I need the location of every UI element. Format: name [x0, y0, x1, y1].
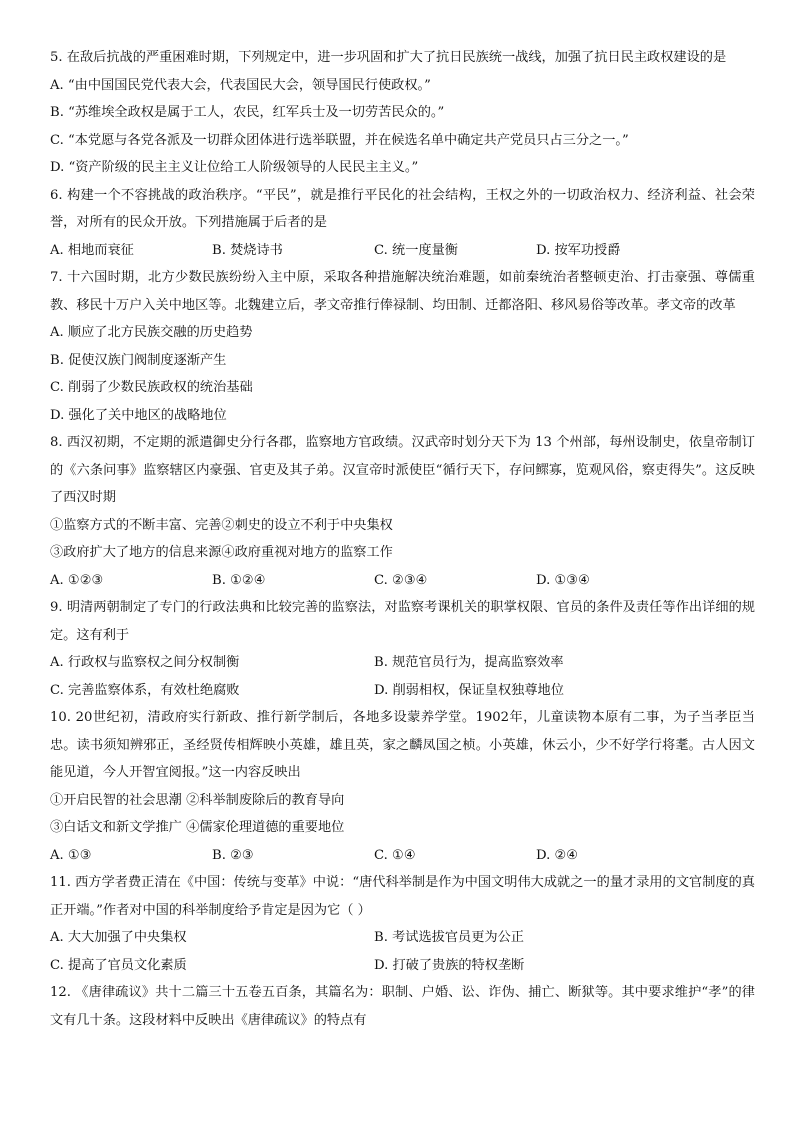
- question-5: [50, 44, 755, 182]
- option-d[interactable]: D. 削弱相权，保证皇权独尊地位: [374, 682, 564, 698]
- option-a[interactable]: A. 相地而衰征: [50, 242, 134, 258]
- options: [50, 649, 755, 704]
- option-a[interactable]: A. 顺应了北方民族交融的历史趋势: [50, 325, 253, 340]
- option-d[interactable]: D. ①③④: [536, 572, 590, 588]
- option-b[interactable]: B. “苏维埃全政权是属于工人，农民，红军兵士及一切劳苦民众的。”: [50, 105, 445, 120]
- option-d[interactable]: D. 按军功授爵: [536, 242, 621, 258]
- option-a[interactable]: A. 大大加强了中央集权: [50, 930, 187, 945]
- question-stem: 5. 在敌后抗战的严重困难时期，下列规定中，进一步巩固和扩大了抗日民族统一战线，加强了抗日民主政权建设的是: [50, 50, 727, 65]
- option-b[interactable]: B. 考试选拔官员更为公正: [374, 930, 524, 945]
- option-c[interactable]: C. 统一度量衡: [374, 242, 458, 258]
- statement-line: ③白话文和新文学推广 ④儒家伦理道德的重要地位: [50, 820, 345, 835]
- question-12: [50, 979, 755, 1034]
- options: [50, 237, 755, 265]
- option-a[interactable]: A. 行政权与监察权之间分权制衡: [50, 655, 240, 670]
- option-d[interactable]: D. “资产阶级的民主主义让位给工人阶级领导的人民民主主义。”: [50, 160, 419, 175]
- question-7: [50, 264, 755, 429]
- question-9: [50, 594, 755, 704]
- statement-line: ①监察方式的不断丰富、完善②刺史的设立不利于中央集权: [50, 517, 393, 533]
- option-c[interactable]: C. ②③④: [374, 572, 428, 588]
- option-c[interactable]: C. 削弱了少数民族政权的统治基础: [50, 380, 253, 395]
- option-a[interactable]: A. ①②③: [50, 572, 104, 588]
- options: [50, 842, 755, 870]
- option-b[interactable]: B. 焚烧诗书: [212, 242, 283, 258]
- question-11: [50, 869, 755, 979]
- options: [50, 319, 755, 429]
- question-stem: 12. 《唐律疏议》共十二篇三十五卷五百条，其篇名为：职制、户婚、讼、诈伪、捕亡、断狱等。其中要求维护“孝”的律文有几十条。这段材料中反映出《唐律疏议》的特点有: [50, 985, 755, 1028]
- option-a[interactable]: A. ①③: [50, 847, 92, 863]
- exam-page: [50, 44, 755, 1034]
- option-d[interactable]: D. 打破了贵族的特权垄断: [374, 957, 525, 973]
- options: [50, 567, 755, 595]
- option-b[interactable]: B. ①②④: [212, 572, 266, 588]
- option-b[interactable]: B. 规范官员行为，提高监察效率: [374, 655, 564, 670]
- statement-line: ①开启民智的社会思潮 ②科举制废除后的教育导向: [50, 792, 345, 808]
- question-10: [50, 704, 755, 869]
- option-b[interactable]: B. 促使汉族门阀制度逐渐产生: [50, 352, 227, 368]
- options: [50, 924, 755, 979]
- statement-line: ③政府扩大了地方的信息来源④政府重视对地方的监察工作: [50, 545, 393, 560]
- question-stem: 10. 20世纪初，清政府实行新政、推行新学制后，各地多设蒙养学堂。1902年，儿童读物本原有二事，为子当孝臣当忠。读书须知辨邪正，圣经贤传相辉映小英雄，雄且英，家之麟凤国之桢。小英雄，休云小，少不好学行将耄。古人因文能见道，今人开智宜阅报。”这一内容反映出: [50, 710, 755, 780]
- question-stem: 6. 构建一个不容挑战的政治秩序。“平民”，就是推行平民化的社会结构，王权之外的一切政治权力、经济利益、社会荣誉，对所有的民众开放。下列措施属于后者的是: [50, 187, 755, 230]
- question-stem: 7. 十六国时期，北方少数民族纷纷入主中原，采取各种措施解决统治难题，如前秦统治者整顿吏治、打击豪强、尊儒重教、移民十万户入关中地区等。北魏建立后，孝文帝推行俸禄制、均田制、迁都洛阳、移风易俗等改革。孝文帝的改革: [50, 270, 755, 313]
- option-a[interactable]: A. “由中国国民党代表大会，代表国民大会，领导国民行使政权。”: [50, 77, 431, 93]
- question-stem: 8. 西汉初期，不定期的派遣御史分行各郡，监察地方官政绩。汉武帝时划分天下为 13 个州部，每州设制史，依皇帝制订的《六条问事》监察辖区内豪强、官吏及其子弟。汉宣帝时派使臣“循行天下，存问鳏寡，览观风俗，察吏得失”。这反映了西汉时期: [50, 435, 755, 505]
- option-c[interactable]: C. “本党愿与各党各派及一切群众团体进行选举联盟，并在候选名单中确定共产党员只占三分之一。”: [50, 132, 629, 148]
- option-b[interactable]: B. ②③: [212, 847, 254, 863]
- question-8: [50, 429, 755, 594]
- option-c[interactable]: C. 提高了官员文化素质: [50, 957, 187, 973]
- options: [50, 72, 755, 182]
- option-d[interactable]: D. ②④: [536, 847, 579, 863]
- option-d[interactable]: D. 强化了关中地区的战略地位: [50, 407, 227, 423]
- option-c[interactable]: C. ①④: [374, 847, 416, 863]
- question-stem: 9. 明清两朝制定了专门的行政法典和比较完善的监察法，对监察考课机关的职掌权限、官员的条件及责任等作出详细的规定。这有利于: [50, 600, 755, 643]
- question-6: [50, 182, 755, 265]
- option-c[interactable]: C. 完善监察体系，有效杜绝腐败: [50, 682, 240, 698]
- question-stem: 11. 西方学者费正清在《中国：传统与变革》中说：“唐代科举制是作为中国文明伟大成就之一的量才录用的文官制度的真正开端。”作者对中国的科举制度给予肯定是因为它（ ）: [50, 875, 755, 918]
